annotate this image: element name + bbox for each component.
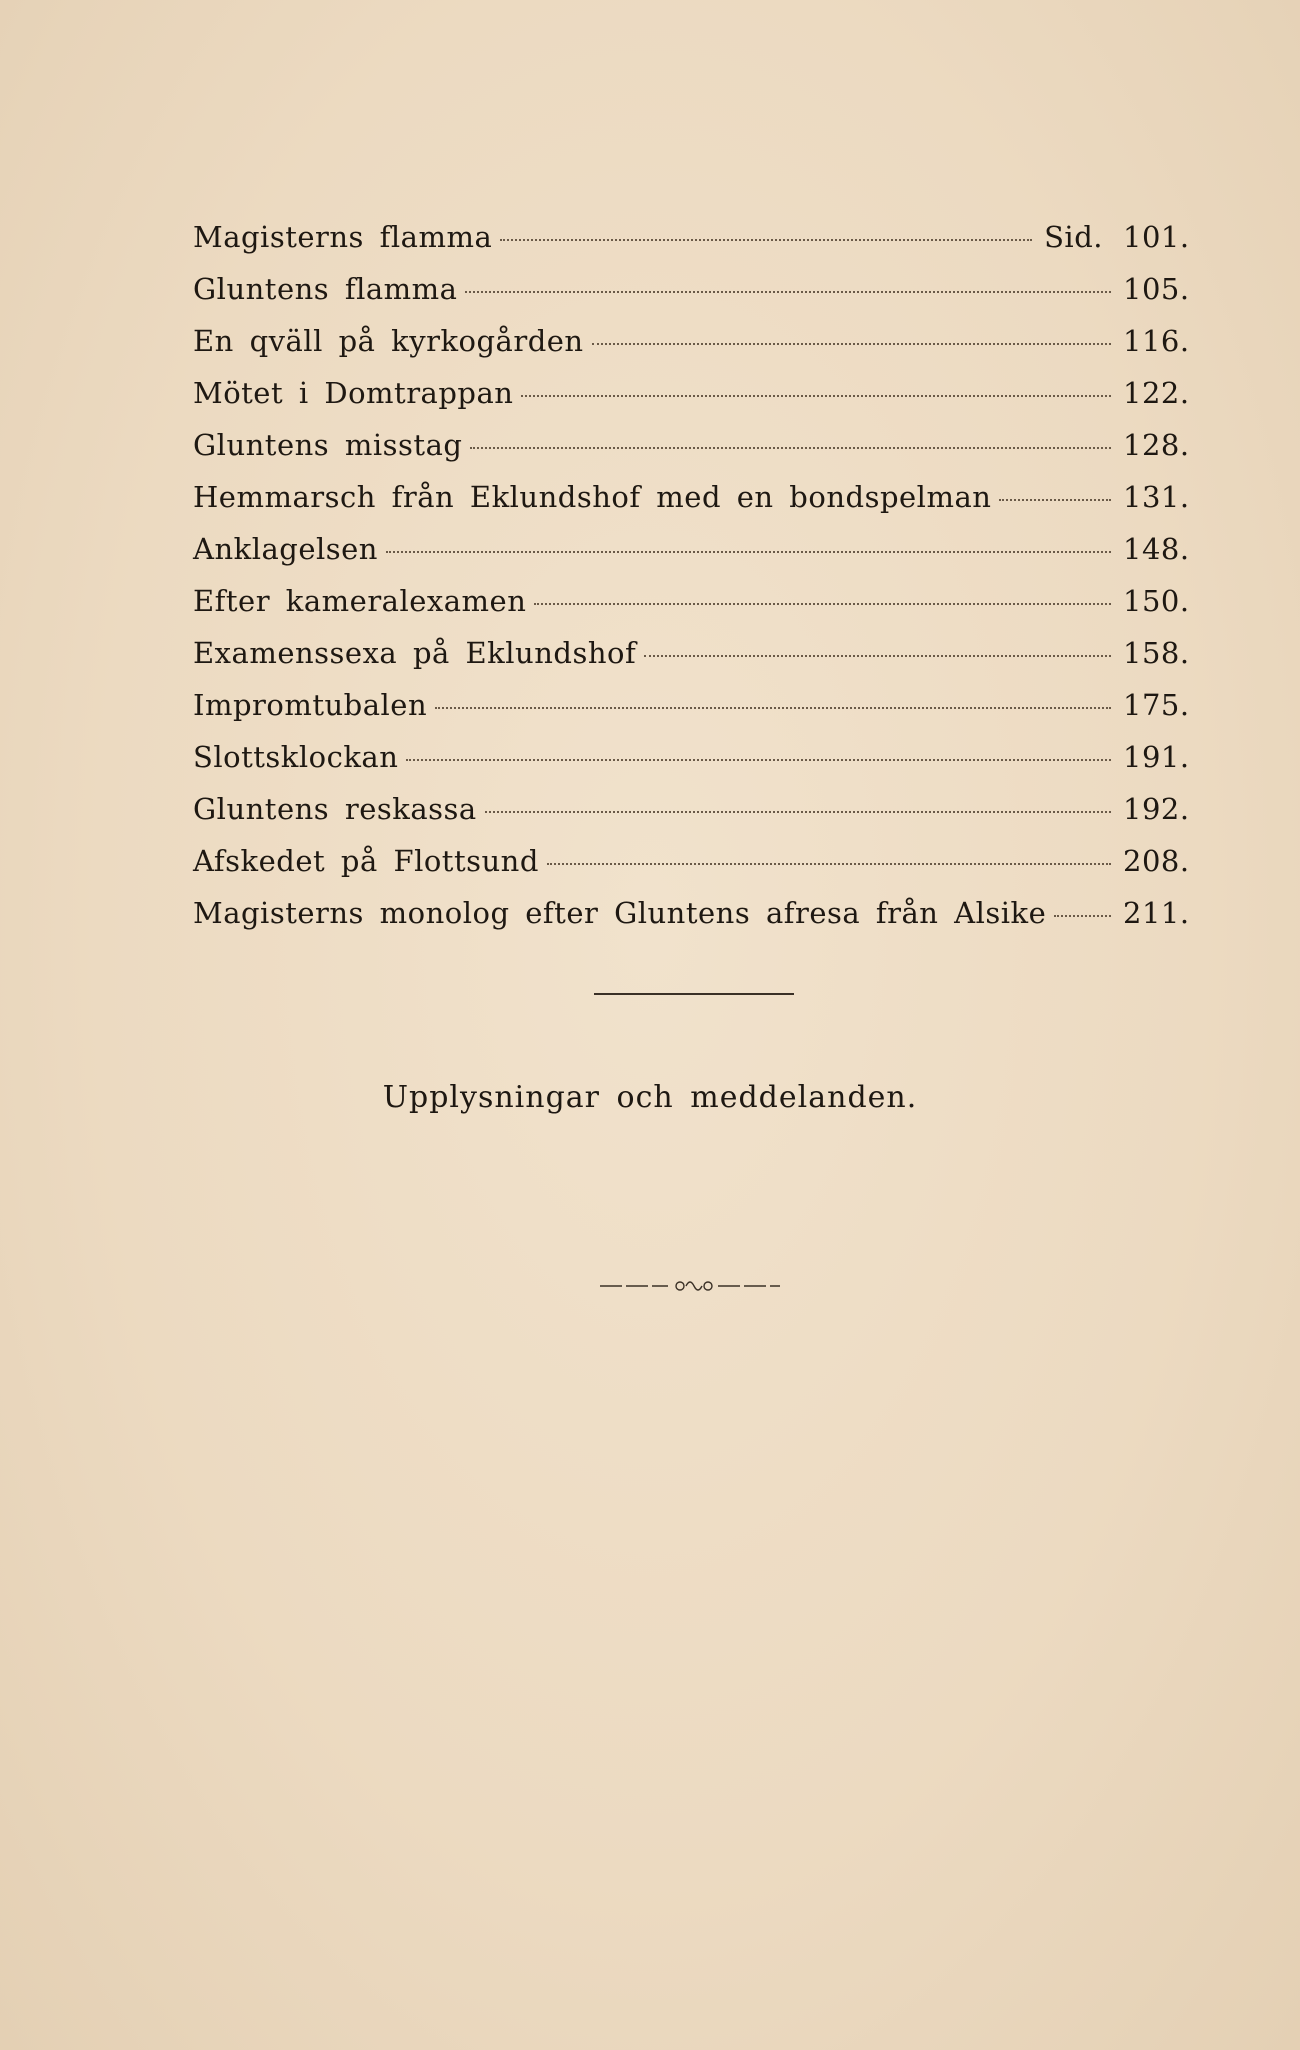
toc-entry — [193, 896, 1193, 948]
toc-entry-title: Gluntens reskassa — [193, 792, 477, 826]
toc-entry-title: Gluntens flamma — [193, 272, 458, 306]
toc-entry-page: 158. — [1123, 636, 1190, 670]
dot-leader — [470, 447, 1111, 449]
toc-entry-title: Magisterns flamma — [193, 220, 493, 254]
toc-entry-page: 192. — [1123, 792, 1190, 826]
toc-entry-title: Slottsklockan — [193, 740, 399, 774]
toc-entry — [193, 792, 1193, 844]
toc-entry-page: 148. — [1123, 532, 1190, 566]
toc-entry-title: Mötet i Domtrappan — [193, 376, 514, 410]
toc-entry-title: Efter kameralexamen — [193, 584, 527, 618]
dot-leader — [592, 343, 1111, 345]
toc-page-prefix: Sid. — [1044, 220, 1103, 254]
ornament-divider-icon — [600, 1275, 780, 1297]
toc-entry-page: 150. — [1123, 584, 1190, 618]
dot-leader — [547, 863, 1111, 865]
toc-entry-page: 105. — [1123, 272, 1190, 306]
toc-entry — [193, 532, 1193, 584]
toc-entry — [193, 688, 1193, 740]
section-heading: Upplysningar och meddelanden. — [382, 1080, 918, 1115]
toc-entry-page: 191. — [1123, 740, 1190, 774]
toc-entry-title: Afskedet på Flottsund — [193, 844, 539, 878]
toc-entry-title: Impromtubalen — [193, 688, 428, 722]
toc-entry-page: 131. — [1123, 480, 1190, 514]
toc-entry-title: En qväll på kyrkogården — [193, 324, 584, 358]
horizontal-rule — [594, 993, 794, 995]
dot-leader — [435, 707, 1111, 709]
dot-leader — [465, 291, 1111, 293]
dot-leader — [644, 655, 1111, 657]
toc-entry-title: Gluntens misstag — [193, 428, 463, 462]
toc-entry — [193, 376, 1193, 428]
toc-entry-page: 101. — [1123, 220, 1190, 254]
toc-entry — [193, 220, 1193, 272]
dot-leader — [485, 811, 1111, 813]
toc-entry-title: Hemmarsch från Eklundshof med en bondspelman — [193, 480, 992, 514]
dot-leader — [406, 759, 1111, 761]
toc-entry-title: Magisterns monolog efter Gluntens afresa från Alsike — [193, 896, 1047, 930]
toc-entry — [193, 584, 1193, 636]
toc-entry — [193, 740, 1193, 792]
toc-entry-page: 175. — [1123, 688, 1190, 722]
dot-leader — [500, 239, 1032, 241]
toc-entry-page: 211. — [1123, 896, 1190, 930]
dot-leader — [1054, 915, 1111, 917]
toc-entry — [193, 636, 1193, 688]
toc-entry — [193, 272, 1193, 324]
toc-entry-page: 122. — [1123, 376, 1190, 410]
toc-entry — [193, 844, 1193, 896]
toc-entry — [193, 428, 1193, 480]
toc-entry — [193, 324, 1193, 376]
dot-leader — [386, 551, 1111, 553]
dot-leader — [534, 603, 1111, 605]
toc-entry-title: Anklagelsen — [193, 532, 378, 566]
toc-entry — [193, 480, 1193, 532]
toc-entry-page: 208. — [1123, 844, 1190, 878]
dot-leader — [521, 395, 1111, 397]
toc-entry-page: 116. — [1123, 324, 1190, 358]
dot-leader — [999, 499, 1111, 501]
toc-entry-page: 128. — [1123, 428, 1190, 462]
table-of-contents — [193, 220, 1193, 948]
toc-entry-title: Examenssexa på Eklundshof — [193, 636, 637, 670]
